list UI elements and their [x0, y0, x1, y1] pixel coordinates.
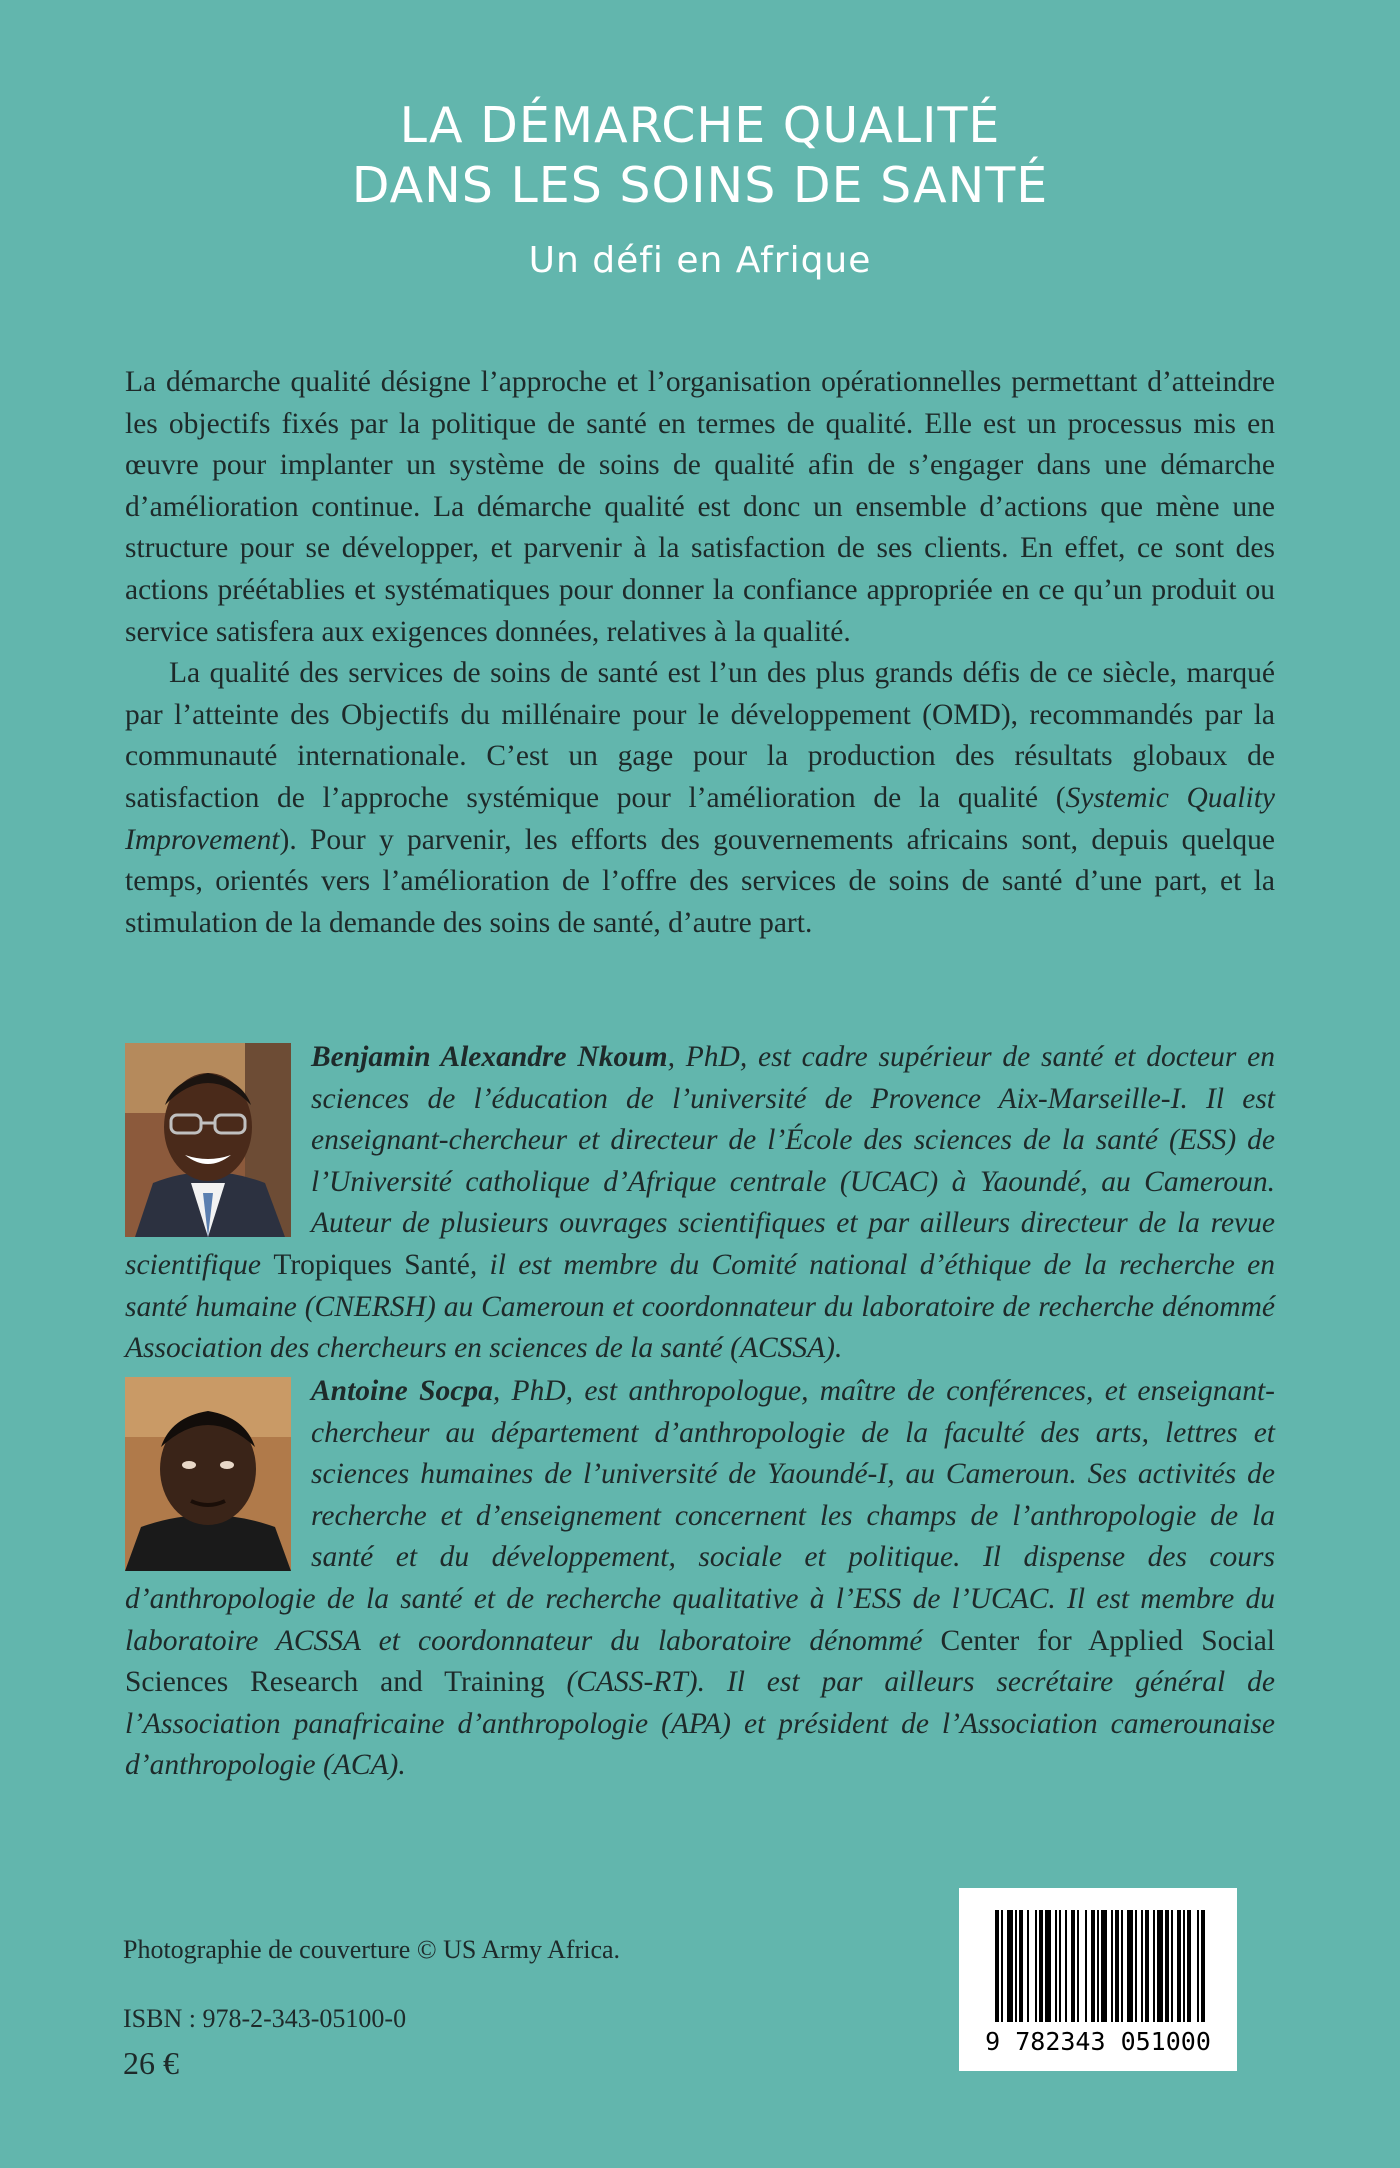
barcode-bar	[1127, 1910, 1133, 2022]
barcode-bar	[1121, 1910, 1123, 2022]
summary-paragraph-2-term: Systemic Quality Improvement	[125, 781, 1275, 856]
author-photo-socpa	[125, 1377, 291, 1571]
barcode-bar	[1101, 1910, 1107, 2022]
barcode-bar	[1077, 1910, 1079, 2022]
barcode-bar	[1157, 1910, 1163, 2022]
barcode-bar	[1171, 1910, 1173, 2022]
author-bio-nkoum-part-2: , il est membre du Comité national d’éthique de la recherche en santé humaine (CNERSH) au Cameroun et coordonnateur du laboratoire de recherche dénommé Association des chercheurs en sciences de la santé (ACSSA).	[125, 1248, 1275, 1365]
author-name-nkoum: Benjamin Alexandre Nkoum	[311, 1041, 668, 1073]
barcode-bar	[1035, 1910, 1037, 2022]
barcode-bar	[1065, 1910, 1067, 2022]
author-bio-socpa-part-2: (CASS-RT). Il est par ailleurs secrétaire général de l’Association panafricaine d’anthropologie (APA) et président de l’Association camerounaise d’anthropologie (ACA).	[125, 1666, 1275, 1782]
barcode-bar	[1027, 1910, 1029, 2022]
barcode-bar	[1071, 1910, 1075, 2022]
barcode-bar	[1019, 1910, 1023, 2022]
summary-paragraph-2-start: La qualité des services de soins de santé est l’un des plus grands défis de ce siècle, marqué par l’atteinte des Objectifs du millénaire pour le développement (OMD), recommandés par la communauté internationale. C’est un gage pour la production des résultats globaux de satisfaction de l’approche systémique pour l’amélioration de la qualité (	[125, 657, 1275, 814]
barcode-bar	[1055, 1910, 1057, 2022]
barcode-bar	[1085, 1910, 1087, 2022]
summary-text	[125, 362, 1275, 944]
author-bio-socpa-part-1: , PhD, est anthropologue, maître de conférences, et enseignant-chercheur au département d’anthropologie de la faculté des arts, lettres et sciences humaines de l’université de Yaoundé-I, au Cameroun. Ses activités de recherche et d’enseignement concernent les champs de l’anthropologie de la santé et du développement, sociale et politique. Il dispense des cours d’anthropologie de la santé et de recherche qualitative à l’ESS de l’UCAC. Il est membre du laboratoire ACSSA et coordonnateur du laboratoire dénommé	[125, 1375, 1275, 1657]
barcode-bar	[1165, 1910, 1169, 2022]
summary-paragraph-1: La démarche qualité désigne l’approche et l’organisation opérationnelles permettant d’atteindre les objectifs fixés par la politique de santé en termes de qualité. Elle est un processus mis en œuvre pour implanter un système de soins de qualité afin de s’engager dans une démarche d’amélioration continue. La démarche qualité est donc un ensemble d’actions que mène une structure pour se développer, et parvenir à la satisfaction de ses clients. En effet, ce sont des actions préétablies et systématiques pour donner la confiance appropriée en ce qu’un produit ou service satisfera aux exigences données, relatives à la qualité.	[125, 366, 1275, 648]
barcode-bar	[1153, 1910, 1155, 2022]
barcode-bar	[1007, 1910, 1013, 2022]
author-name-socpa: Antoine Socpa	[311, 1375, 493, 1407]
summary-paragraph-2	[125, 653, 1275, 944]
barcode-bar	[1201, 1910, 1205, 2022]
barcode-bar	[1187, 1910, 1191, 2022]
barcode-bar	[1115, 1910, 1119, 2022]
barcode-bar	[1045, 1910, 1051, 2022]
price: 26 €	[123, 2045, 179, 2081]
portrait-image	[125, 1377, 291, 1571]
center-name: Center for Applied Social Sciences Research and Training	[125, 1624, 1276, 1699]
author-bio-nkoum-part-1: , PhD, est cadre supérieur de santé et docteur en sciences de l’éducation de l’université de Provence Aix-Marseille-I. Il est enseignant-chercheur et directeur de l’École des sciences de la santé (ESS) de l’Université catholique d’Afrique centrale (UCAC) à Yaoundé, au Cameroun. Auteur de plusieurs ouvrages scientifiques et par ailleurs directeur de la revue scientifique	[125, 1041, 1275, 1281]
barcode-bar	[1197, 1910, 1199, 2022]
portrait-image	[125, 1043, 291, 1237]
author-bio-socpa	[125, 1371, 1275, 1787]
barcode-bar	[1015, 1910, 1017, 2022]
barcode-icon	[959, 1888, 1237, 2071]
barcode	[959, 1888, 1237, 2071]
isbn: ISBN : 978-2-343-05100-0	[123, 2004, 407, 2033]
barcode-bar	[1183, 1910, 1185, 2022]
barcode-bar	[1039, 1910, 1043, 2022]
barcode-bar	[1001, 1910, 1003, 2022]
barcode-bar	[1111, 1910, 1113, 2022]
barcode-bar	[1091, 1910, 1095, 2022]
barcode-bar	[1141, 1910, 1143, 2022]
author-bio-nkoum	[125, 1037, 1275, 1370]
author-photo-nkoum	[125, 1043, 291, 1237]
book-title-line-1: LA DÉMARCHE QUALITÉ	[399, 97, 1001, 154]
barcode-bar	[1097, 1910, 1099, 2022]
barcode-bar	[995, 1910, 999, 2022]
barcode-bar	[1135, 1910, 1137, 2022]
barcode-bar	[1059, 1910, 1061, 2022]
summary-paragraph-2-end: ). Pour y parvenir, les efforts des gouvernements africains sont, depuis quelque temps, orientés vers l’amélioration de l’offre des services de soins de santé d’une part, et la stimulation de la demande des soins de santé, d’autre part.	[125, 823, 1275, 939]
barcode-bar	[1145, 1910, 1149, 2022]
photo-credit: Photographie de couverture © US Army Africa.	[123, 1935, 621, 1964]
journal-name: Tropiques Santé	[273, 1248, 470, 1281]
book-subtitle: Un défi en Afrique	[528, 240, 872, 281]
barcode-bar	[1177, 1910, 1181, 2022]
title-block	[0, 96, 1400, 281]
book-title-line-2: DANS LES SOINS DE SANTÉ	[351, 157, 1049, 214]
barcode-digits: 9 782343 051000	[985, 2027, 1211, 2056]
